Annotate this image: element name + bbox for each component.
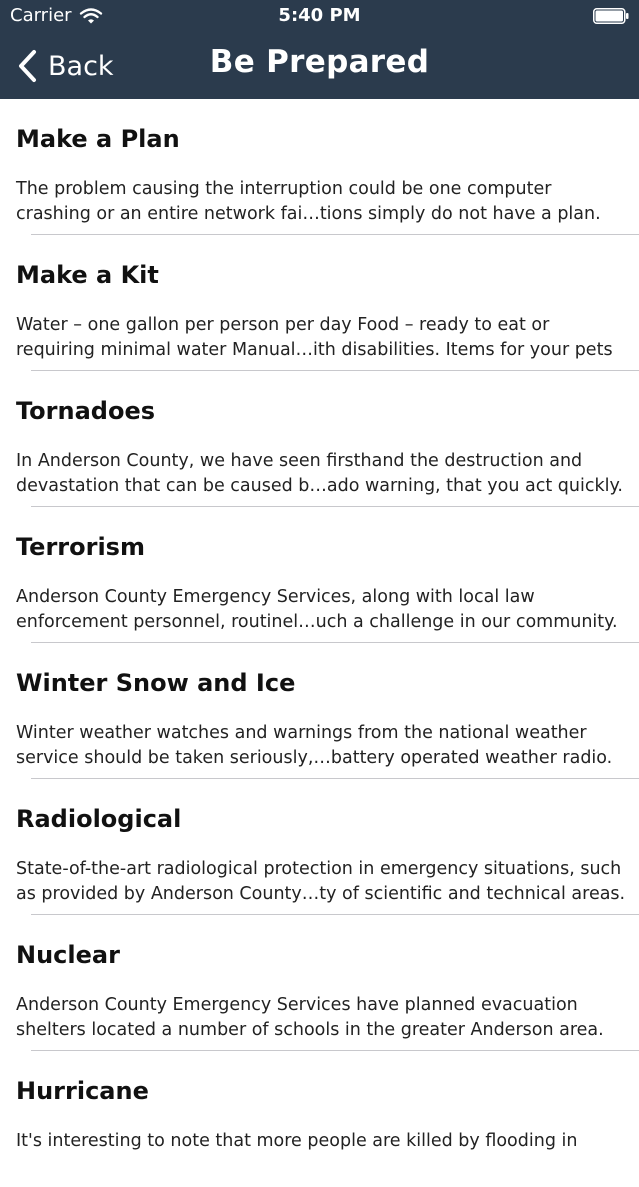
topics-list xyxy=(0,99,639,1187)
list-item-title: Make a Plan xyxy=(16,125,180,153)
summary-line: crashing or an entire network fai…tions simply do not have a plan. xyxy=(16,204,601,224)
list-item-title: Make a Kit xyxy=(16,261,159,289)
list-item-title: Tornadoes xyxy=(16,397,156,425)
list-item-make-a-plan[interactable] xyxy=(0,99,639,235)
list-item-tornadoes[interactable] xyxy=(0,371,639,507)
list-item-summary xyxy=(16,585,626,635)
battery-icon xyxy=(593,8,629,24)
summary-line: Water – one gallon per person per day Food – ready to eat or xyxy=(16,315,550,335)
list-item-summary xyxy=(16,721,626,771)
list-item-title: Nuclear xyxy=(16,941,120,969)
list-item-title: Winter Snow and Ice xyxy=(16,669,296,697)
list-item-hurricane[interactable] xyxy=(0,1051,639,1187)
summary-line: enforcement personnel, routinel…uch a challenge in our community. xyxy=(16,612,618,632)
list-item-make-a-kit[interactable] xyxy=(0,235,639,371)
list-item-summary xyxy=(16,449,626,499)
summary-line: State-of-the-art radiological protection in emergency situations, such xyxy=(16,859,622,879)
summary-line: Winter weather watches and warnings from the national weather xyxy=(16,723,587,743)
summary-line: shelters located a number of schools in the greater Anderson area. xyxy=(16,1020,604,1040)
summary-line: Anderson County Emergency Services have planned evacuation xyxy=(16,995,578,1015)
summary-line: as provided by Anderson County…ty of scientific and technical areas. xyxy=(16,884,626,904)
back-label: Back xyxy=(48,50,114,82)
list-item-summary xyxy=(16,313,626,363)
summary-line: Anderson County Emergency Services, along with local law xyxy=(16,587,535,607)
list-item-summary xyxy=(16,1129,626,1154)
list-item-summary xyxy=(16,177,626,227)
top-bar xyxy=(0,0,639,99)
summary-line: service should be taken seriously,…battery operated weather radio. xyxy=(16,748,613,768)
summary-line: devastation that can be caused b…ado warning, that you act quickly. xyxy=(16,476,623,496)
list-item-radiological[interactable] xyxy=(0,779,639,915)
list-item-title: Radiological xyxy=(16,805,182,833)
carrier-label: Carrier xyxy=(10,5,72,26)
navigation-bar xyxy=(0,32,639,99)
list-item-title: Terrorism xyxy=(16,533,145,561)
list-item-summary xyxy=(16,857,626,907)
status-time: 5:40 PM xyxy=(278,5,361,26)
list-item-terrorism[interactable] xyxy=(0,507,639,643)
summary-line: It's interesting to note that more people are killed by flooding in xyxy=(16,1131,578,1151)
summary-line: In Anderson County, we have seen firsthand the destruction and xyxy=(16,451,583,471)
list-item-summary xyxy=(16,993,626,1043)
list-item-nuclear[interactable] xyxy=(0,915,639,1051)
page-title: Be Prepared xyxy=(209,44,430,80)
status-bar xyxy=(0,0,639,32)
summary-line: requiring minimal water Manual…ith disabilities. Items for your pets xyxy=(16,340,613,360)
summary-line: The problem causing the interruption could be one computer xyxy=(16,179,552,199)
list-item-winter-snow-and-ice[interactable] xyxy=(0,643,639,779)
list-item-title: Hurricane xyxy=(16,1077,149,1105)
